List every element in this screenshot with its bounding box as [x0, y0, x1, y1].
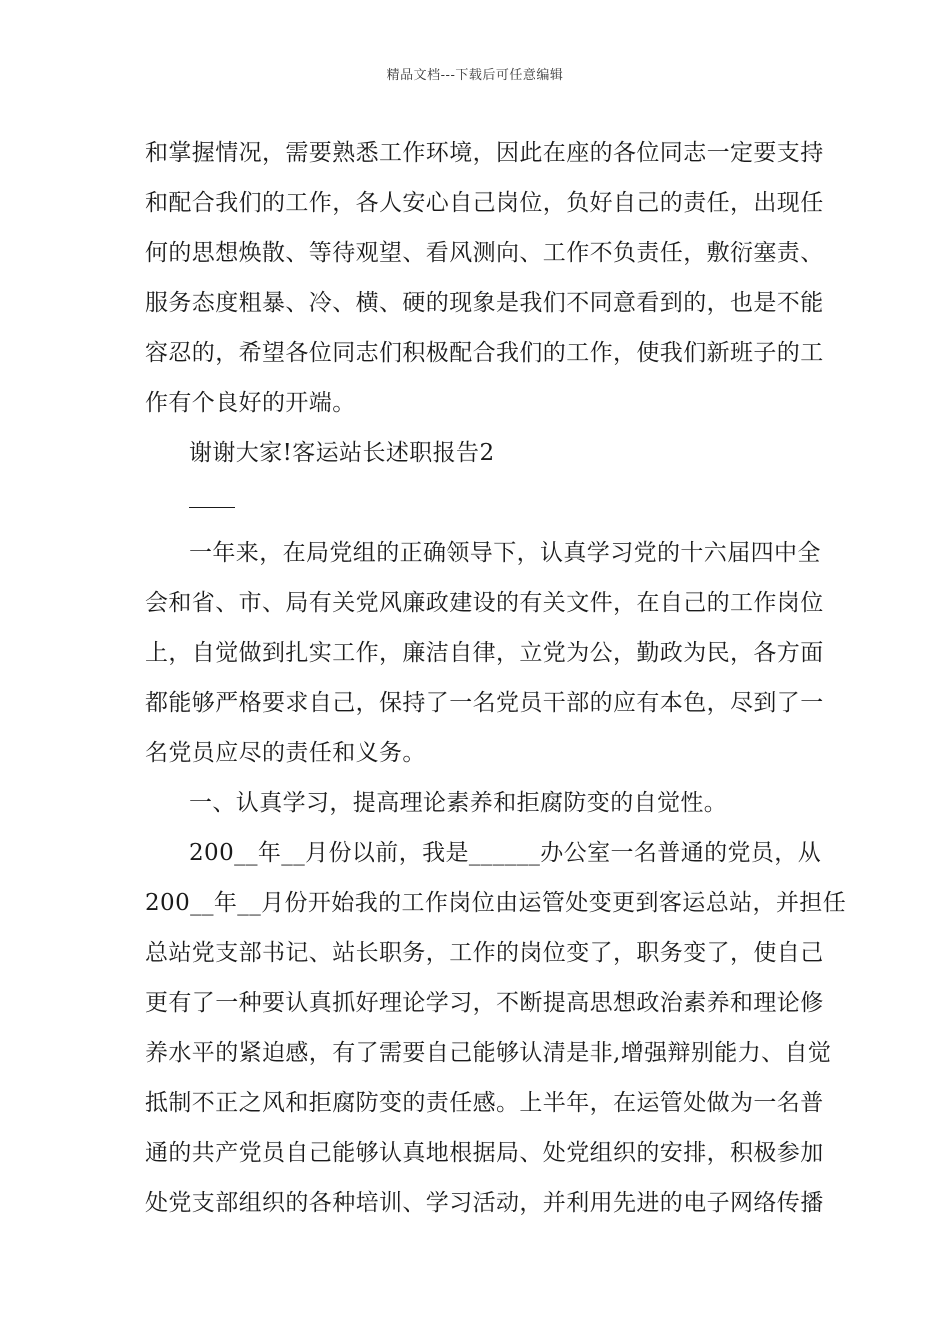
- text-line: 服务态度粗暴、冷、横、硬的现象是我们不同意看到的，也是不能: [145, 290, 824, 316]
- text-line: 200__年__月份开始我的工作岗位由运管处变更到客运总站，并担任: [145, 890, 847, 916]
- text-line: 名党员应尽的责任和义务。: [145, 740, 426, 766]
- document-body: [145, 128, 847, 1228]
- separator-dash: [145, 478, 807, 528]
- text-line: 会和省、市、局有关党风廉政建设的有关文件，在自己的工作岗位: [145, 590, 824, 616]
- section-heading: 一、认真学习，提高理论素养和拒腐防变的自觉性。: [189, 790, 728, 816]
- text-line: 和掌握情况，需要熟悉工作环境，因此在座的各位同志一定要支持: [145, 140, 824, 166]
- text-line: 作有个良好的开端。: [145, 390, 356, 416]
- text-line: 抵制不正之风和拒腐防变的责任感。上半年，在运管处做为一名普: [145, 1090, 824, 1116]
- paragraph-closing-remarks: [145, 128, 824, 428]
- text-line: 处党支部组织的各种培训、学习活动，并利用先进的电子网络传播: [145, 1190, 824, 1216]
- text-line: 200__年__月份以前，我是______办公室一名普通的党员，从: [189, 840, 822, 866]
- text-line: 养水平的紧迫感，有了需要自己能够认清是非,增强辩别能力、自觉: [145, 1040, 832, 1066]
- text-line: 上，自觉做到扎实工作，廉洁自律，立党为公，勤政为民，各方面: [145, 640, 824, 666]
- text-line: 容忍的，希望各位同志们积极配合我们的工作，使我们新班子的工: [145, 340, 824, 366]
- text-line: 何的思想焕散、等待观望、看风测向、工作不负责任，敷衍塞责、: [145, 240, 824, 266]
- paragraph-study: [145, 828, 847, 1228]
- text-line: 一年来，在局党组的正确领导下，认真学习党的十六届四中全: [189, 540, 821, 566]
- page-header: 精品文档---下载后可任意编辑: [386, 68, 564, 83]
- report-title: 谢谢大家!客运站长述职报告2: [189, 440, 495, 466]
- text-line: 都能够严格要求自己，保持了一名党员干部的应有本色，尽到了一: [145, 690, 824, 716]
- text-line: 总站党支部书记、站长职务，工作的岗位变了，职务变了，使自己: [145, 940, 824, 966]
- dash-line: [189, 507, 235, 508]
- paragraph-intro: [145, 528, 824, 778]
- text-line: 更有了一种要认真抓好理论学习，不断提高思想政治素养和理论修: [145, 990, 824, 1016]
- text-line: 通的共产党员自己能够认真地根据局、处党组织的安排，积极参加: [145, 1140, 824, 1166]
- text-line: 和配合我们的工作，各人安心自己岗位，负好自己的责任，出现任: [145, 190, 824, 216]
